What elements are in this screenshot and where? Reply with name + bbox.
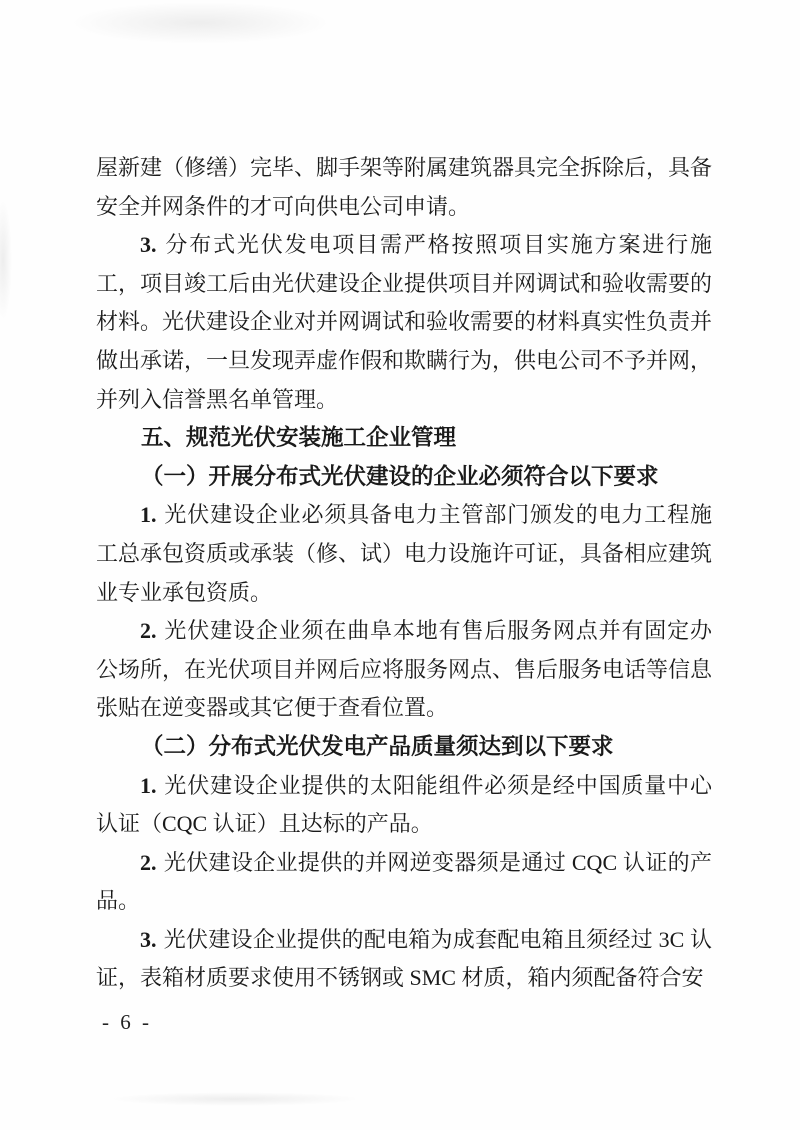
- paragraph-number: 1.: [140, 502, 157, 528]
- page-number: - 6 -: [102, 1010, 152, 1034]
- heading-text: 五、规范光伏安装施工企业管理: [141, 425, 457, 451]
- heading-text: （二）分布式光伏发电产品质量须达到以下要求: [141, 733, 614, 759]
- para-service-requirement-2: [96, 612, 712, 728]
- scan-artifact: [0, 200, 12, 320]
- heading-subsection-2: [96, 728, 712, 767]
- paragraph-number: 2.: [140, 849, 157, 875]
- para-product-requirement-2: [96, 844, 712, 921]
- document-body: [96, 149, 712, 998]
- heading-section-5: [96, 419, 712, 458]
- paragraph-number: 1.: [140, 772, 157, 798]
- paragraph-text: 分布式光伏发电项目需严格按照项目实施方案进行施工，项目竣工后由光伏建设企业提供项目并网调试和验收需要的材料。光伏建设企业对并网调试和验收需要的材料真实性负责并做出承诺，一旦发现弄虚作假和欺瞒行为，供电公司不予并网，并列入信誉黑名单管理。: [96, 232, 713, 412]
- para-product-requirement-3: [96, 921, 712, 998]
- paragraph-text: 屋新建（修缮）完毕、脚手架等附属建筑器具完全拆除后，具备安全并网条件的才可向供电公司申请。: [96, 155, 713, 219]
- paragraph-text: 光伏建设企业须在曲阜本地有售后服务网点并有固定办公场所，在光伏项目并网后应将服务网点、售后服务电话等信息张贴在逆变器或其它便于查看位置。: [96, 618, 713, 721]
- para-grid-connection-application: [96, 149, 712, 226]
- paragraph-text: 光伏建设企业必须具备电力主管部门颁发的电力工程施工总承包资质或承装（修、试）电力设施许可证，具备相应建筑业专业承包资质。: [96, 502, 713, 605]
- paragraph-number: 2.: [140, 618, 157, 644]
- heading-text: （一）开展分布式光伏建设的企业必须符合以下要求: [141, 463, 659, 489]
- paragraph-number: 3.: [140, 926, 157, 952]
- paragraph-text: 光伏建设企业提供的配电箱为成套配电箱且须经过 3C 认证，表箱材质要求使用不锈钢或 SMC 材质，箱内须配备符合安: [96, 926, 712, 991]
- paragraph-text: 光伏建设企业提供的并网逆变器须是通过 CQC 认证的产品。: [96, 849, 712, 914]
- scan-artifact: [70, 2, 330, 44]
- heading-subsection-1: [96, 458, 712, 497]
- para-qualification-requirement-1: [96, 496, 712, 612]
- paragraph-text: 光伏建设企业提供的太阳能组件必须是经中国质量中心认证（CQC 认证）且达标的产品。: [96, 772, 712, 837]
- scan-artifact: [110, 1092, 360, 1106]
- paragraph-number: 3.: [140, 232, 157, 258]
- para-construction-requirements: [96, 226, 712, 419]
- para-product-requirement-1: [96, 767, 712, 844]
